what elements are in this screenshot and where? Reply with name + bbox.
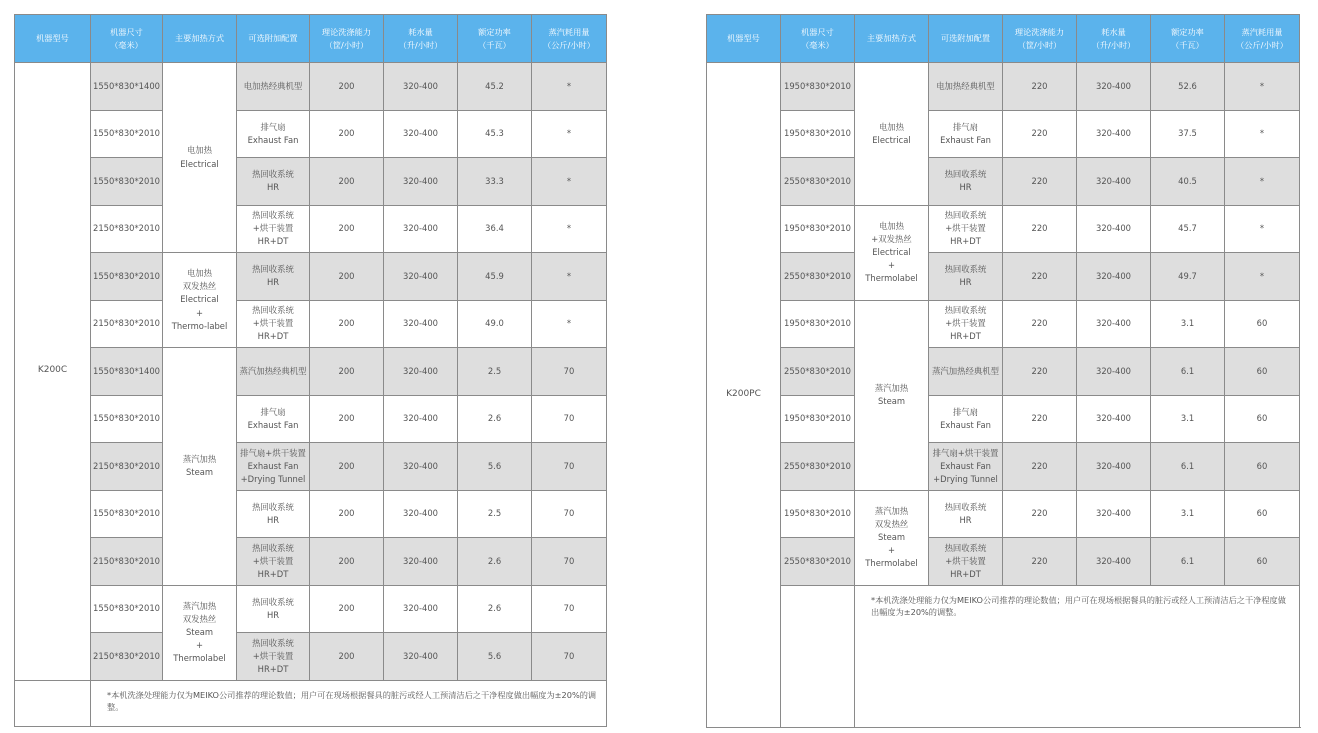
capacity-cell: 200 [310, 490, 384, 538]
power-cell: 2.6 [458, 395, 532, 443]
size-cell: 1950*830*2010 [781, 300, 855, 348]
capacity-cell: 200 [310, 443, 384, 491]
capacity-cell: 220 [1003, 205, 1077, 253]
power-cell: 40.5 [1151, 158, 1225, 206]
water-cell: 320-400 [1077, 205, 1151, 253]
size-cell: 1950*830*2010 [781, 205, 855, 253]
header-power: 额定功率 （千瓦） [1151, 15, 1225, 63]
size-cell: 1550*830*2010 [91, 110, 163, 158]
table-row [15, 490, 607, 538]
capacity-cell: 220 [1003, 300, 1077, 348]
config-cell: 热回收系统 HR [929, 490, 1003, 538]
capacity-cell: 200 [310, 205, 384, 253]
heating-cell: 蒸汽加热 Steam [163, 348, 237, 586]
water-cell: 320-400 [384, 348, 458, 396]
power-cell: 2.5 [458, 490, 532, 538]
header-capacity: 理论洗涤能力 （筐/小时） [310, 15, 384, 63]
config-cell: 蒸汽加热经典机型 [237, 348, 310, 396]
power-cell: 45.3 [458, 110, 532, 158]
size-cell: 2150*830*2010 [91, 205, 163, 253]
steam-cell: 70 [532, 395, 607, 443]
capacity-cell: 220 [1003, 538, 1077, 586]
size-cell: 2550*830*2010 [781, 538, 855, 586]
header-water: 耗水量 （升/小时） [384, 15, 458, 63]
table-row [15, 395, 607, 443]
water-cell: 320-400 [384, 490, 458, 538]
water-cell: 320-400 [384, 63, 458, 111]
config-cell: 热回收系统 +烘干装置 HR+DT [929, 538, 1003, 586]
header-size: 机器尺寸 （毫米） [91, 15, 163, 63]
size-cell: 1950*830*2010 [781, 490, 855, 538]
config-cell: 热回收系统 +烘干装置 HR+DT [929, 205, 1003, 253]
steam-cell: * [532, 205, 607, 253]
config-cell: 排气扇+烘干装置 Exhaust Fan +Drying Tunnel [237, 443, 310, 491]
steam-cell: 60 [1225, 490, 1300, 538]
header-water: 耗水量 （升/小时） [1077, 15, 1151, 63]
heating-cell: 蒸汽加热 双发热丝 Steam + Thermolabel [163, 585, 237, 680]
config-cell: 热回收系统 +烘干装置 HR+DT [237, 538, 310, 586]
size-cell: 1950*830*2010 [781, 63, 855, 111]
steam-cell: * [1225, 110, 1300, 158]
size-cell: 2550*830*2010 [781, 253, 855, 301]
power-cell: 2.5 [458, 348, 532, 396]
footnote: *本机洗涤处理能力仅为MEIKO公司推荐的理论数值；用户可在现场根据餐具的脏污或经人工预清洁后之干净程度做出幅度为±20%的调整。 [91, 680, 607, 726]
water-cell: 320-400 [1077, 348, 1151, 396]
steam-cell: * [532, 158, 607, 206]
steam-cell: 70 [532, 633, 607, 681]
steam-cell: * [1225, 63, 1300, 111]
size-cell: 2150*830*2010 [91, 633, 163, 681]
table-row [707, 63, 1300, 111]
steam-cell: 70 [532, 538, 607, 586]
water-cell: 320-400 [384, 300, 458, 348]
size-cell: 1550*830*2010 [91, 253, 163, 301]
size-cell: 1950*830*2010 [781, 110, 855, 158]
size-cell: 2550*830*2010 [781, 443, 855, 491]
power-cell: 37.5 [1151, 110, 1225, 158]
spec-table-k200c [14, 14, 607, 727]
power-cell: 49.7 [1151, 253, 1225, 301]
power-cell: 3.1 [1151, 395, 1225, 443]
table-row [15, 585, 607, 633]
steam-cell: 60 [1225, 300, 1300, 348]
capacity-cell: 200 [310, 253, 384, 301]
steam-cell: 70 [532, 490, 607, 538]
water-cell: 320-400 [384, 253, 458, 301]
size-cell: 2550*830*2010 [781, 348, 855, 396]
table-row [707, 158, 1300, 206]
capacity-cell: 200 [310, 538, 384, 586]
power-cell: 52.6 [1151, 63, 1225, 111]
header-config: 可选附加配置 [237, 15, 310, 63]
header-heating: 主要加热方式 [163, 15, 237, 63]
table-row [707, 443, 1300, 491]
header-capacity: 理论洗涤能力 （筐/小时） [1003, 15, 1077, 63]
steam-cell: 60 [1225, 348, 1300, 396]
steam-cell: * [1225, 158, 1300, 206]
header-model: 机器型号 [707, 15, 781, 63]
steam-cell: * [532, 253, 607, 301]
water-cell: 320-400 [1077, 110, 1151, 158]
water-cell: 320-400 [1077, 395, 1151, 443]
table-row [707, 300, 1300, 348]
table-row [15, 205, 607, 253]
size-cell: 1550*830*2010 [91, 490, 163, 538]
power-cell: 6.1 [1151, 443, 1225, 491]
config-cell: 热回收系统 +烘干装置 HR+DT [237, 205, 310, 253]
steam-cell: 70 [532, 585, 607, 633]
header-size: 机器尺寸 （毫米） [781, 15, 855, 63]
header-config: 可选附加配置 [929, 15, 1003, 63]
header-steam: 蒸汽耗用量 （公斤/小时） [1225, 15, 1300, 63]
water-cell: 320-400 [384, 633, 458, 681]
power-cell: 45.7 [1151, 205, 1225, 253]
water-cell: 320-400 [384, 538, 458, 586]
header-power: 额定功率 （千瓦） [458, 15, 532, 63]
capacity-cell: 220 [1003, 110, 1077, 158]
size-cell: 1550*830*1400 [91, 63, 163, 111]
capacity-cell: 200 [310, 300, 384, 348]
steam-cell: * [532, 300, 607, 348]
config-cell: 热回收系统 HR [237, 490, 310, 538]
config-cell: 排气扇 Exhaust Fan [237, 395, 310, 443]
note-pad-cell [15, 680, 91, 726]
config-cell: 热回收系统 +烘干装置 HR+DT [237, 633, 310, 681]
power-cell: 5.6 [458, 443, 532, 491]
steam-cell: 70 [532, 443, 607, 491]
size-cell: 2550*830*2010 [781, 158, 855, 206]
power-cell: 45.9 [458, 253, 532, 301]
config-cell: 排气扇 Exhaust Fan [237, 110, 310, 158]
config-cell: 热回收系统 +烘干装置 HR+DT [237, 300, 310, 348]
size-cell: 1550*830*1400 [91, 348, 163, 396]
table-row [15, 633, 607, 681]
table-row [15, 348, 607, 396]
capacity-cell: 220 [1003, 158, 1077, 206]
table-row [707, 110, 1300, 158]
config-cell: 排气扇 Exhaust Fan [929, 110, 1003, 158]
config-cell: 热回收系统 HR [237, 158, 310, 206]
table-row [707, 205, 1300, 253]
water-cell: 320-400 [384, 110, 458, 158]
water-cell: 320-400 [1077, 63, 1151, 111]
config-cell: 电加热经典机型 [237, 63, 310, 111]
table-row [15, 158, 607, 206]
config-cell: 热回收系统 HR [929, 253, 1003, 301]
steam-cell: * [532, 63, 607, 111]
capacity-cell: 220 [1003, 253, 1077, 301]
power-cell: 5.6 [458, 633, 532, 681]
power-cell: 33.3 [458, 158, 532, 206]
capacity-cell: 220 [1003, 63, 1077, 111]
capacity-cell: 200 [310, 633, 384, 681]
power-cell: 36.4 [458, 205, 532, 253]
note-row [707, 585, 1300, 727]
table-row [15, 538, 607, 586]
power-cell: 6.1 [1151, 348, 1225, 396]
heating-cell: 蒸汽加热 双发热丝 Steam + Thermolabel [855, 490, 929, 585]
water-cell: 320-400 [1077, 158, 1151, 206]
config-cell: 热回收系统 +烘干装置 HR+DT [929, 300, 1003, 348]
water-cell: 320-400 [384, 158, 458, 206]
header-row [15, 15, 607, 63]
water-cell: 320-400 [1077, 300, 1151, 348]
capacity-cell: 200 [310, 158, 384, 206]
config-cell: 热回收系统 HR [237, 585, 310, 633]
config-cell: 排气扇 Exhaust Fan [929, 395, 1003, 443]
water-cell: 320-400 [1077, 253, 1151, 301]
table-row [15, 443, 607, 491]
table-row [15, 253, 607, 301]
table-row [15, 63, 607, 111]
heating-cell: 电加热 Electrical [855, 63, 929, 206]
steam-cell: * [1225, 205, 1300, 253]
water-cell: 320-400 [1077, 538, 1151, 586]
steam-cell: 60 [1225, 538, 1300, 586]
capacity-cell: 200 [310, 63, 384, 111]
table-row [707, 490, 1300, 538]
power-cell: 2.6 [458, 538, 532, 586]
table-row [707, 538, 1300, 586]
config-cell: 热回收系统 HR [237, 253, 310, 301]
size-cell: 1550*830*2010 [91, 585, 163, 633]
size-cell: 1550*830*2010 [91, 158, 163, 206]
power-cell: 45.2 [458, 63, 532, 111]
power-cell: 3.1 [1151, 300, 1225, 348]
steam-cell: * [532, 110, 607, 158]
capacity-cell: 200 [310, 348, 384, 396]
size-cell: 2150*830*2010 [91, 538, 163, 586]
capacity-cell: 200 [310, 110, 384, 158]
water-cell: 320-400 [1077, 443, 1151, 491]
model-cell: K200C [15, 63, 91, 681]
config-cell: 电加热经典机型 [929, 63, 1003, 111]
config-cell: 热回收系统 HR [929, 158, 1003, 206]
table-row [707, 395, 1300, 443]
table-row [15, 110, 607, 158]
capacity-cell: 200 [310, 395, 384, 443]
header-row [707, 15, 1300, 63]
water-cell: 320-400 [384, 205, 458, 253]
heating-cell: 电加热 双发热丝 Electrical + Thermo-label [163, 253, 237, 348]
size-cell: 1550*830*2010 [91, 395, 163, 443]
steam-cell: 60 [1225, 395, 1300, 443]
footnote: *本机洗涤处理能力仅为MEIKO公司推荐的理论数值；用户可在现场根据餐具的脏污或经人工预清洁后之干净程度做出幅度为±20%的调整。 [855, 585, 1300, 727]
capacity-cell: 220 [1003, 348, 1077, 396]
table-row [15, 300, 607, 348]
steam-cell: 70 [532, 348, 607, 396]
water-cell: 320-400 [384, 585, 458, 633]
power-cell: 2.6 [458, 585, 532, 633]
water-cell: 320-400 [384, 443, 458, 491]
header-steam: 蒸汽耗用量 （公斤/小时） [532, 15, 607, 63]
power-cell: 49.0 [458, 300, 532, 348]
capacity-cell: 220 [1003, 395, 1077, 443]
config-cell: 蒸汽加热经典机型 [929, 348, 1003, 396]
water-cell: 320-400 [384, 395, 458, 443]
spec-table-k200pc [706, 14, 1300, 728]
size-cell: 2150*830*2010 [91, 300, 163, 348]
size-cell: 1950*830*2010 [781, 395, 855, 443]
water-cell: 320-400 [1077, 490, 1151, 538]
capacity-cell: 220 [1003, 490, 1077, 538]
config-cell: 排气扇+烘干装置 Exhaust Fan +Drying Tunnel [929, 443, 1003, 491]
capacity-cell: 200 [310, 585, 384, 633]
steam-cell: 60 [1225, 443, 1300, 491]
size-cell: 2150*830*2010 [91, 443, 163, 491]
header-heating: 主要加热方式 [855, 15, 929, 63]
note-row [15, 680, 607, 726]
model-cell: K200PC [707, 63, 781, 728]
steam-cell: * [1225, 253, 1300, 301]
heating-cell: 电加热 Electrical [163, 63, 237, 253]
power-cell: 6.1 [1151, 538, 1225, 586]
power-cell: 3.1 [1151, 490, 1225, 538]
capacity-cell: 220 [1003, 443, 1077, 491]
header-model: 机器型号 [15, 15, 91, 63]
table-row [707, 253, 1300, 301]
heating-cell: 电加热 +双发热丝 Electrical + Thermolabel [855, 205, 929, 300]
note-pad-cell [781, 585, 855, 727]
heating-cell: 蒸汽加热 Steam [855, 300, 929, 490]
table-row [707, 348, 1300, 396]
